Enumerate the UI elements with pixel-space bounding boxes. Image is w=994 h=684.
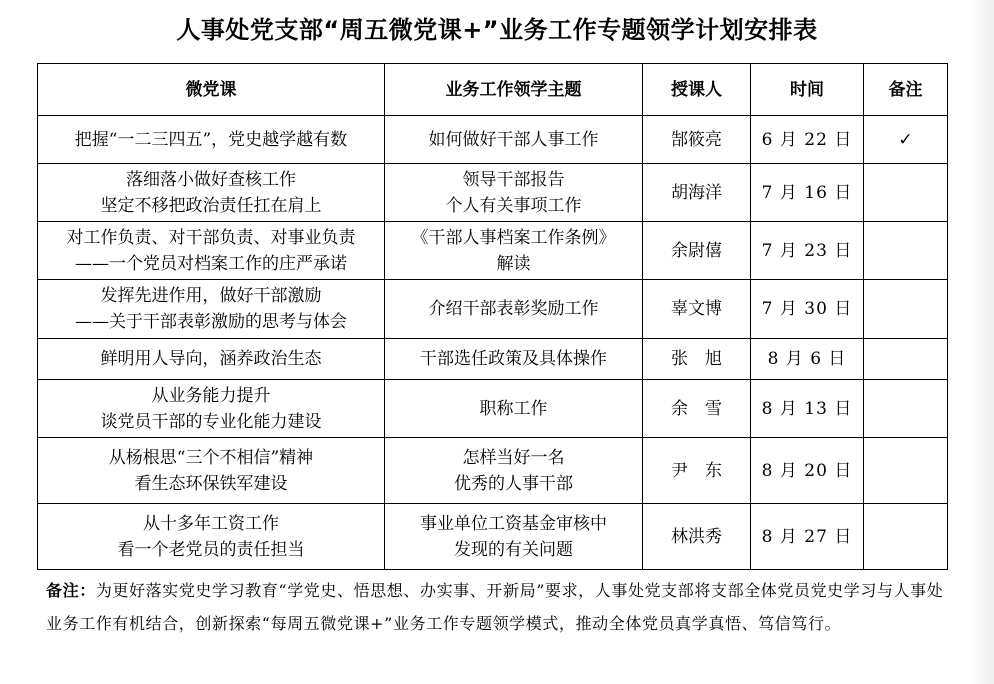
teacher-cell: 辜文博 <box>643 280 751 339</box>
teacher-cell: 郜筱亮 <box>643 116 751 164</box>
course-line: 对工作负责、对干部负责、对事业负责 <box>66 227 356 248</box>
table-row <box>38 380 948 438</box>
date-cell: 8 月 13 日 <box>751 380 864 438</box>
table-header-row <box>38 64 948 116</box>
teacher-cell: 胡海洋 <box>643 164 751 222</box>
topic-cell <box>385 280 643 339</box>
topic-cell <box>385 504 643 570</box>
date-cell: 6 月 22 日 <box>751 116 864 164</box>
course-line: 发挥先进作用，做好干部激励 <box>100 286 322 306</box>
course-cell <box>38 222 385 280</box>
course-line: 从十多年工资工作 <box>143 513 279 534</box>
topic-line: 干部选任政策及具体操作 <box>420 349 607 369</box>
header-teacher: 授课人 <box>643 64 751 116</box>
teacher-cell: 余 雪 <box>643 380 751 438</box>
topic-line: 领导干部报告 <box>462 169 565 190</box>
date-cell: 8 月 6 日 <box>751 339 864 380</box>
teacher-cell: 余尉僖 <box>643 222 751 280</box>
course-cell <box>38 280 385 339</box>
footnote-text: 为更好落实党史学习教育“学党史、悟思想、办实事、开新局”要求，人事处党支部将支部全体党员党史学习与人事处业务工作有机结合，创新探索“每周五微党课+”业务工作专题领学模式，推动全体党员真学真悟、笃信笃行。 <box>46 581 944 633</box>
course-line: 谈党员干部的专业化能力建设 <box>100 411 322 432</box>
topic-cell <box>385 380 643 438</box>
course-line: 落细落小做好查核工作 <box>126 169 296 190</box>
course-cell <box>38 116 385 164</box>
topic-line: 解读 <box>496 253 531 274</box>
topic-cell <box>385 438 643 504</box>
course-line: 看一个老党员的责任担当 <box>117 539 305 560</box>
topic-line: 职称工作 <box>479 398 548 419</box>
table-row <box>38 116 948 164</box>
page-title: 人事处党支部“周五微党课+”业务工作专题领学计划安排表 <box>176 16 818 44</box>
table-row <box>38 339 948 380</box>
checkmark-icon: ✓ <box>864 116 948 164</box>
header-course: 微党课 <box>38 64 385 116</box>
topic-line: 个人有关事项工作 <box>445 195 582 216</box>
footnote-label: 备注： <box>46 581 96 600</box>
topic-cell <box>385 339 643 380</box>
course-line: 鲜明用人导向，涵养政治生态 <box>100 349 322 369</box>
footnote <box>46 574 946 640</box>
topic-line: 优秀的人事干部 <box>454 473 573 494</box>
header-note: 备注 <box>864 64 948 116</box>
page-edge-shadow <box>972 0 994 684</box>
topic-line: 发现的有关问题 <box>454 539 573 560</box>
topic-line: 《干部人事档案工作条例》 <box>411 227 616 248</box>
header-date: 时间 <box>751 64 864 116</box>
course-cell <box>38 164 385 222</box>
course-line: ——一个党员对档案工作的庄严承诺 <box>75 253 347 274</box>
teacher-cell: 林洪秀 <box>643 504 751 570</box>
course-line: ——关于干部表彰激励的思考与体会 <box>75 312 347 332</box>
course-cell <box>38 339 385 380</box>
course-cell <box>38 438 385 504</box>
table-row <box>38 222 948 280</box>
table-row <box>38 164 948 222</box>
teacher-cell: 尹 东 <box>643 438 751 504</box>
note-cell <box>864 504 948 570</box>
note-cell <box>864 222 948 280</box>
topic-cell <box>385 164 643 222</box>
course-cell <box>38 380 385 438</box>
topic-cell <box>385 116 643 164</box>
table-row <box>38 280 948 339</box>
note-cell <box>864 280 948 339</box>
topic-line: 介绍干部表彰奖励工作 <box>428 299 599 319</box>
schedule-table <box>37 63 948 570</box>
course-line: 把握“一二三四五”，党史越学越有数 <box>74 129 348 150</box>
date-cell: 7 月 23 日 <box>751 222 864 280</box>
course-cell <box>38 504 385 570</box>
topic-line: 事业单位工资基金审核中 <box>420 513 607 534</box>
teacher-cell: 张 旭 <box>643 339 751 380</box>
date-cell: 8 月 20 日 <box>751 438 864 504</box>
header-topic: 业务工作领学主题 <box>385 64 643 116</box>
note-cell <box>864 164 948 222</box>
topic-cell <box>385 222 643 280</box>
note-cell <box>864 438 948 504</box>
note-cell <box>864 380 948 438</box>
course-line: 从业务能力提升 <box>151 385 271 406</box>
table-row <box>38 504 948 570</box>
topic-line: 怎样当好一名 <box>462 447 565 468</box>
table-row <box>38 438 948 504</box>
course-line: 从杨根思“三个不相信”精神 <box>108 447 314 468</box>
date-cell: 7 月 16 日 <box>751 164 864 222</box>
course-line: 看生态环保铁军建设 <box>134 473 288 494</box>
date-cell: 8 月 27 日 <box>751 504 864 570</box>
date-cell: 7 月 30 日 <box>751 280 864 339</box>
topic-line: 如何做好干部人事工作 <box>428 129 599 150</box>
note-cell <box>864 339 948 380</box>
course-line: 坚定不移把政治责任扛在肩上 <box>100 195 322 216</box>
